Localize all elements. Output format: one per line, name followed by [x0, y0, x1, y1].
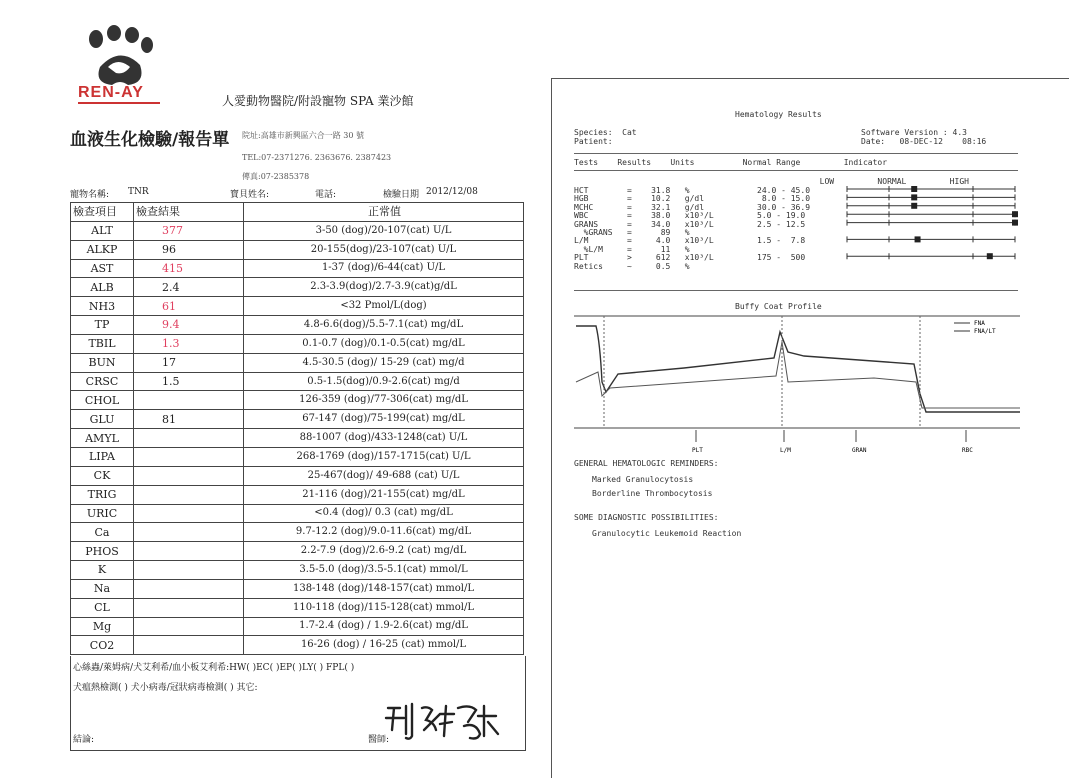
indicator-marker [911, 186, 917, 192]
test-item: URIC [71, 504, 134, 523]
footer-tests-line: 心絲蟲/萊姆病/犬艾利希/血小板艾利希:HW( )EC( )EP( )LY( ) FPL( ) [73, 663, 355, 673]
exam-date-label: 檢驗日期 [383, 190, 420, 200]
normal-range: 67-147 (dog)/75-199(cat) mg/dL [244, 410, 524, 429]
buffy-legend-item: FNA/LT [974, 328, 996, 335]
test-result: 415 [134, 259, 244, 278]
test-item: Mg [71, 617, 134, 636]
test-item: Na [71, 579, 134, 598]
hematology-row: WBC = 38.0 x10³/L 5.0 - 19.0 [574, 211, 806, 221]
normal-range: 138-148 (dog)/148-157(cat) mmol/L [244, 579, 524, 598]
clinic-tel: TEL:07-2371276. 2363676. 2387423 [242, 153, 392, 162]
test-item: BUN [71, 353, 134, 372]
table-row [71, 466, 524, 485]
test-item: AMYL [71, 429, 134, 448]
phone-label: 電話: [315, 190, 337, 200]
test-item: PHOS [71, 542, 134, 561]
test-item: ALT [71, 221, 134, 240]
test-item: LIPA [71, 447, 134, 466]
test-result [134, 504, 244, 523]
col-result-header: 檢查結果 [134, 203, 244, 222]
normal-range: 9.7-12.2 (dog)/9.0-11.6(cat) mg/dL [244, 523, 524, 542]
diagnostics-title: SOME DIAGNOSTIC POSSIBILITIES: [574, 513, 719, 522]
clinic-name: 人愛動物醫院/附設寵物 SPA 業沙館 [222, 94, 414, 108]
footer-virus-line: 犬瘟熱檢測( ) 犬小病毒/冠狀病毒檢測( ) 其它: [73, 683, 258, 693]
normal-range: 25-467(dog)/ 49-688 (cat) U/L [244, 466, 524, 485]
normal-range: 0.1-0.7 (dog)/0.1-0.5(cat) mg/dL [244, 334, 524, 353]
buffy-coat-title: Buffy Coat Profile [735, 302, 822, 311]
vet-label: 醫師: [368, 735, 390, 745]
test-result [134, 429, 244, 448]
table-row [71, 617, 524, 636]
test-result [134, 447, 244, 466]
normal-range: <0.4 (dog)/ 0.3 (cat) mg/dL [244, 504, 524, 523]
indicator-marker [1012, 220, 1018, 226]
normal-range: 110-118 (dog)/115-128(cat) mmol/L [244, 598, 524, 617]
results-header: Tests Results Units Normal Range Indicator [574, 158, 888, 167]
hematology-row: Retics ~ 0.5 % [574, 261, 690, 271]
test-item: CO2 [71, 636, 134, 655]
software-version: Software Version : 4.3 [861, 128, 967, 137]
buffy-coat-chart [574, 312, 1020, 462]
hematology-row: HGB = 10.2 g/dl 8.0 - 15.0 [574, 194, 811, 204]
table-row [71, 316, 524, 335]
reminders-title: GENERAL HEMATOLOGIC REMINDERS: [574, 459, 719, 468]
species-line: Species: Cat [574, 128, 637, 137]
hematology-row: PLT > 612 x10³/L 175 - 500 [574, 253, 806, 263]
col-item-header: 檢查項目 [71, 203, 134, 222]
hematology-row: HCT = 31.8 % 24.0 - 45.0 [574, 186, 811, 195]
test-result [134, 485, 244, 504]
normal-range: <32 Pmol/L(dog) [244, 297, 524, 316]
table-row [71, 523, 524, 542]
test-item: CL [71, 598, 134, 617]
normal-range: 4.5-30.5 (dog)/ 15-29 (cat) mg/d [244, 353, 524, 372]
buffy-axis-label: RBC [962, 447, 973, 454]
reminder-item: Marked Granulocytosis [592, 475, 694, 484]
indicator-marker [911, 194, 917, 200]
indicator-bars [843, 186, 1019, 276]
remarks-label: 結論: [73, 735, 95, 745]
normal-range: 88-1007 (dog)/433-1248(cat) U/L [244, 429, 524, 448]
table-row [71, 561, 524, 580]
test-result: 377 [134, 221, 244, 240]
table-row [71, 334, 524, 353]
buffy-axis-label: GRAN [852, 447, 867, 454]
test-item: ALKP [71, 240, 134, 259]
test-item: GLU [71, 410, 134, 429]
table-row [71, 429, 524, 448]
clinic-fax: 傳真:07-2385378 [242, 172, 310, 181]
test-item: CK [71, 466, 134, 485]
hematology-row: %GRANS = 89 % [574, 228, 690, 238]
normal-range: 1-37 (dog)/6-44(cat) U/L [244, 259, 524, 278]
report-title: 血液生化檢驗/報告單 [70, 130, 230, 150]
col-range-header: 正常值 [244, 203, 524, 222]
hematology-rows [574, 187, 810, 271]
exam-date-value: 2012/12/08 [426, 187, 478, 197]
divider [574, 153, 1018, 154]
normal-range: 16-26 (dog) / 16-25 (cat) mmol/L [244, 636, 524, 655]
test-result: 81 [134, 410, 244, 429]
clinic-address: 院址:高雄市新興區六合一路 30 號 [242, 131, 364, 140]
test-result [134, 523, 244, 542]
test-item: AST [71, 259, 134, 278]
test-result: 1.3 [134, 334, 244, 353]
test-item: TP [71, 316, 134, 335]
table-row [71, 485, 524, 504]
normal-range: 3.5-5.0 (dog)/3.5-5.1(cat) mmol/L [244, 561, 524, 580]
table-row [71, 410, 524, 429]
normal-range: 2.2-7.9 (dog)/2.6-9.2 (cat) mg/dL [244, 542, 524, 561]
reminder-item: Borderline Thrombocytosis [592, 489, 713, 498]
test-result [134, 561, 244, 580]
patient-line: Patient: [574, 137, 613, 146]
report-date: Date: 08-DEC-12 08:16 [861, 137, 987, 146]
diagnostic-item: Granulocytic Leukemoid Reaction [592, 529, 742, 538]
buffy-axis-label: PLT [692, 447, 703, 454]
hematology-title: Hematology Results [735, 110, 822, 119]
buffy-axis-label: L/M [780, 447, 791, 454]
test-result [134, 391, 244, 410]
table-row [71, 278, 524, 297]
indicator-marker [911, 203, 917, 209]
hematology-row: %L/M = 11 % [574, 244, 690, 254]
normal-range: 0.5-1.5(dog)/0.9-2.6(cat) mg/d [244, 372, 524, 391]
indicator-labels: LOW NORMAL HIGH [574, 177, 969, 186]
hematology-row: L/M = 4.0 x10³/L 1.5 - 7.8 [574, 236, 806, 246]
table-row [71, 259, 524, 278]
test-item: CHOL [71, 391, 134, 410]
test-item: Ca [71, 523, 134, 542]
table-row [71, 353, 524, 372]
test-item: NH3 [71, 297, 134, 316]
divider [574, 290, 1018, 291]
vet-signature [380, 700, 510, 744]
table-row [71, 372, 524, 391]
normal-range: 2.3-3.9(dog)/2.7-3.9(cat)g/dL [244, 278, 524, 297]
indicator-marker [1012, 211, 1018, 217]
test-result: 17 [134, 353, 244, 372]
normal-range: 268-1769 (dog)/157-1715(cat) U/L [244, 447, 524, 466]
hematology-row: GRANS = 34.0 x10³/L 2.5 - 12.5 [574, 219, 806, 229]
indicator-marker [987, 253, 993, 259]
normal-range: 21-116 (dog)/21-155(cat) mg/dL [244, 485, 524, 504]
test-result [134, 636, 244, 655]
test-item: CRSC [71, 372, 134, 391]
owner-label: 寶貝姓名: [230, 190, 270, 200]
table-row [71, 598, 524, 617]
normal-range: 1.7-2.4 (dog) / 1.9-2.6(cat) mg/dL [244, 617, 524, 636]
test-result [134, 579, 244, 598]
brand-underline [78, 102, 160, 104]
test-result [134, 466, 244, 485]
hematology-row: MCHC = 32.1 g/dl 30.0 - 36.9 [574, 202, 811, 212]
table-row [71, 504, 524, 523]
divider [574, 170, 1018, 171]
pet-name-value: TNR [128, 187, 149, 197]
test-result [134, 542, 244, 561]
table-row [71, 542, 524, 561]
test-item: TRIG [71, 485, 134, 504]
table-row [71, 447, 524, 466]
test-result: 9.4 [134, 316, 244, 335]
test-result: 96 [134, 240, 244, 259]
test-item: TBIL [71, 334, 134, 353]
test-result: 1.5 [134, 372, 244, 391]
test-item: K [71, 561, 134, 580]
buffy-legend-item: FNA [974, 320, 985, 327]
indicator-marker [915, 236, 921, 242]
normal-range: 20-155(dog)/23-107(cat) U/L [244, 240, 524, 259]
test-result [134, 598, 244, 617]
normal-range: 4.8-6.6(dog)/5.5-7.1(cat) mg/dL [244, 316, 524, 335]
table-row [71, 240, 524, 259]
chemistry-table [70, 202, 524, 655]
normal-range: 3-50 (dog)/20-107(cat) U/L [244, 221, 524, 240]
table-row [71, 636, 524, 655]
test-result [134, 617, 244, 636]
table-row [71, 391, 524, 410]
table-row [71, 221, 524, 240]
pet-name-label: 寵物名稱: [70, 190, 110, 200]
table-row [71, 579, 524, 598]
brand-logo-text: REN-AY [78, 84, 144, 101]
test-item: ALB [71, 278, 134, 297]
test-result: 61 [134, 297, 244, 316]
test-result: 2.4 [134, 278, 244, 297]
table-row [71, 297, 524, 316]
normal-range: 126-359 (dog)/77-306(cat) mg/dL [244, 391, 524, 410]
